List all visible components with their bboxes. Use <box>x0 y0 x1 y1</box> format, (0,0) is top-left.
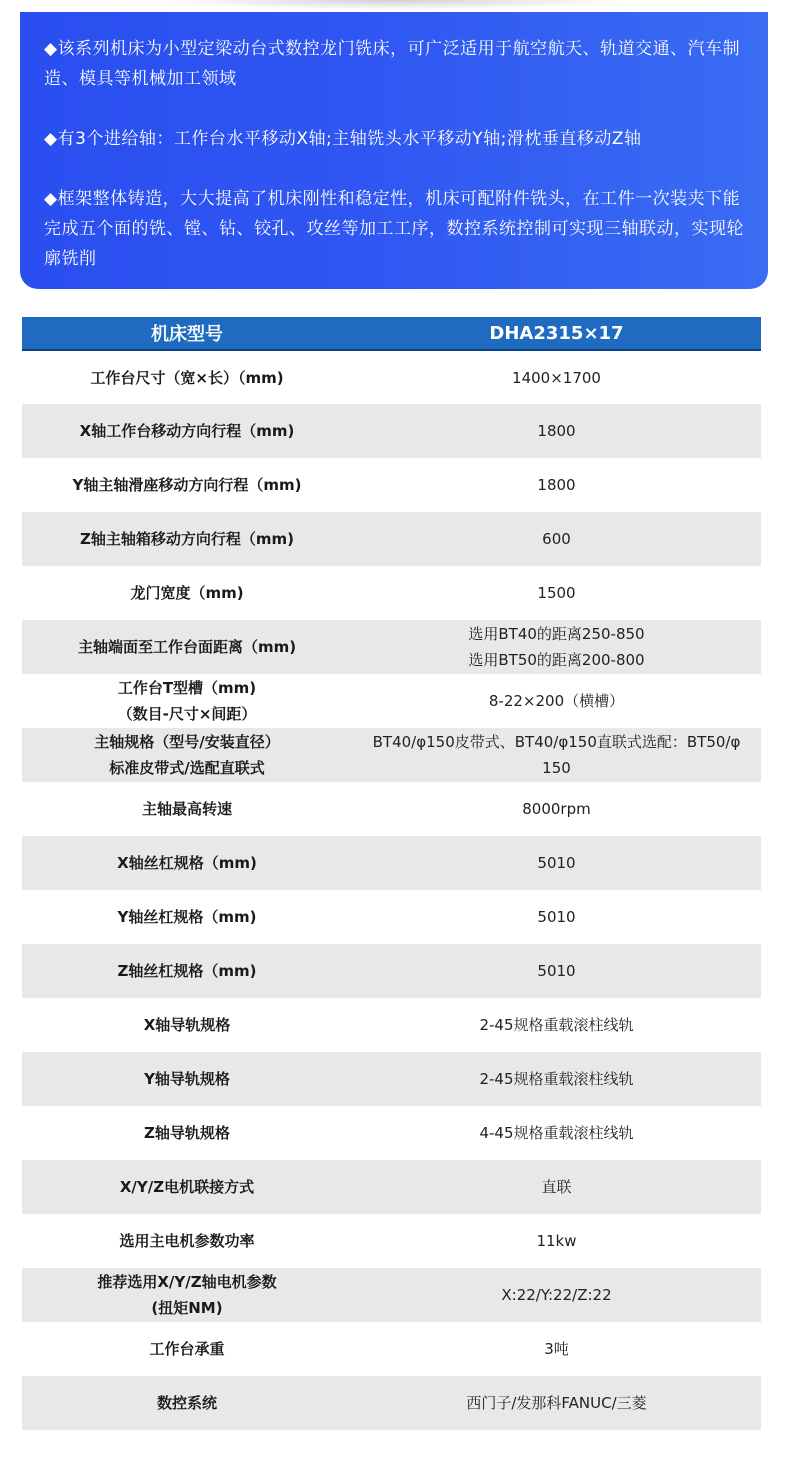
spec-value: 11kw <box>536 1232 577 1250</box>
spec-value-cell <box>352 1376 761 1430</box>
spec-value: X:22/Y:22/Z:22 <box>501 1286 612 1304</box>
table-row <box>22 1106 761 1160</box>
spec-value-cell <box>352 512 761 566</box>
table-row <box>22 1160 761 1214</box>
spec-label-cell <box>22 728 352 782</box>
spec-label: 工作台T型槽（mm) <box>117 679 257 697</box>
spec-label-cell <box>22 620 352 674</box>
spec-label-cell <box>22 1376 352 1430</box>
table-row <box>22 944 761 998</box>
spec-value: 西门子/发那科FANUC/三菱 <box>466 1394 647 1412</box>
table-row <box>22 998 761 1052</box>
spec-value-cell <box>352 566 761 620</box>
spec-value-cell <box>352 1106 761 1160</box>
spec-value: 直联 <box>541 1178 572 1196</box>
table-row <box>22 566 761 620</box>
spec-label: 选用主电机参数功率 <box>119 1232 255 1250</box>
spec-value: 600 <box>542 530 571 548</box>
table-row <box>22 1052 761 1106</box>
spec-label: X/Y/Z电机联接方式 <box>119 1178 255 1196</box>
spec-label: 主轴端面至工作台面距离（mm) <box>77 638 297 656</box>
spec-value: 1500 <box>537 584 576 602</box>
spec-label: 主轴最高转速 <box>141 800 232 818</box>
spec-label-cell <box>22 458 352 512</box>
table-row <box>22 836 761 890</box>
table-row <box>22 458 761 512</box>
spec-value: 2-45规格重载滚柱线轨 <box>479 1016 634 1034</box>
table-row <box>22 1214 761 1268</box>
spec-label-cell <box>22 350 352 404</box>
spec-value: 1800 <box>537 422 576 440</box>
spec-label: X轴导轨规格 <box>143 1016 231 1034</box>
top-shadow <box>160 0 630 10</box>
table-row <box>22 728 761 782</box>
spec-value: BT40/φ150皮带式、BT40/φ150直联式选配：BT50/φ <box>372 733 741 751</box>
spec-table-header-row <box>22 317 761 350</box>
spec-label: 数控系统 <box>156 1394 217 1412</box>
spec-value-cell <box>352 1052 761 1106</box>
spec-value: 1800 <box>537 476 576 494</box>
spec-table-body <box>22 350 761 1430</box>
spec-label-cell <box>22 1214 352 1268</box>
spec-value-cell <box>352 404 761 458</box>
spec-label: (扭矩NM) <box>151 1299 223 1317</box>
spec-value: 1400×1700 <box>512 368 601 387</box>
spec-value-cell <box>352 458 761 512</box>
spec-label-cell <box>22 404 352 458</box>
spec-label-cell <box>22 836 352 890</box>
spec-value-cell <box>352 1322 761 1376</box>
spec-label-cell <box>22 1268 352 1322</box>
spec-value-cell <box>352 836 761 890</box>
spec-value: 选用BT50的距离200-800 <box>468 651 645 669</box>
spec-value-cell <box>352 944 761 998</box>
table-row <box>22 350 761 404</box>
spec-label-cell <box>22 1322 352 1376</box>
spec-label: Y轴导轨规格 <box>144 1070 230 1088</box>
spec-value-cell <box>352 1214 761 1268</box>
header-model-value: DHA2315×17 <box>352 317 761 350</box>
spec-label-cell <box>22 674 352 728</box>
table-row <box>22 404 761 458</box>
table-row <box>22 1376 761 1430</box>
spec-label: 龙门宽度（mm) <box>130 584 244 602</box>
spec-value-cell <box>352 782 761 836</box>
intro-paragraph-1: ◆该系列机床为小型定梁动台式数控龙门铣床，可广泛适用于航空航天、轨道交通、汽车制造、模具等机械加工领域 <box>44 39 741 89</box>
table-row <box>22 782 761 836</box>
table-row <box>22 620 761 674</box>
spec-value: 5010 <box>537 908 576 926</box>
spec-value-cell <box>352 1160 761 1214</box>
spec-label: Z轴导轨规格 <box>144 1124 230 1142</box>
spec-label-cell <box>22 782 352 836</box>
spec-value: 3吨 <box>544 1340 569 1358</box>
spec-table <box>22 317 761 1430</box>
spec-value: 8000rpm <box>522 800 591 818</box>
spec-value-cell <box>352 620 761 674</box>
spec-value: 8-22×200（横槽） <box>488 692 625 710</box>
spec-label: 工作台承重 <box>149 1340 225 1358</box>
spec-label: 工作台尺寸（宽×长）（mm) <box>90 368 284 387</box>
spec-label: X轴工作台移动方向行程（mm) <box>79 422 295 440</box>
spec-label: Y轴丝杠规格（mm) <box>117 908 257 926</box>
spec-label: 主轴规格（型号/安装直径） <box>94 733 280 751</box>
spec-label-cell <box>22 566 352 620</box>
spec-value-cell <box>352 728 761 782</box>
intro-paragraph-3: ◆框架整体铸造，大大提高了机床刚性和稳定性，机床可配附件铣头，在工件一次装夹下能完成五个面的铣、镗、钻、铰孔、攻丝等加工工序，数控系统控制可实现三轴联动，实现轮廓铣削 <box>44 189 744 269</box>
spec-value: 2-45规格重载滚柱线轨 <box>479 1070 634 1088</box>
table-row <box>22 890 761 944</box>
spec-label-cell <box>22 890 352 944</box>
intro-paragraph-2: ◆有3个进给轴：工作台水平移动X轴;主轴铣头水平移动Y轴;滑枕垂直移动Z轴 <box>44 129 642 149</box>
spec-value-cell <box>352 890 761 944</box>
spec-value: 选用BT40的距离250-850 <box>468 625 645 643</box>
spec-label-cell <box>22 998 352 1052</box>
spec-label: Z轴丝杠规格（mm) <box>117 962 257 980</box>
table-row <box>22 1322 761 1376</box>
header-label: 机床型号 <box>22 317 352 350</box>
spec-value-cell <box>352 998 761 1052</box>
spec-label-cell <box>22 1052 352 1106</box>
table-row <box>22 1268 761 1322</box>
spec-label: Z轴主轴箱移动方向行程（mm) <box>80 530 294 548</box>
table-row <box>22 512 761 566</box>
spec-value-cell <box>352 1268 761 1322</box>
spec-value: 150 <box>542 759 571 777</box>
spec-label-cell <box>22 1160 352 1214</box>
spec-label-cell <box>22 512 352 566</box>
intro-panel <box>20 12 768 289</box>
spec-label-cell <box>22 1106 352 1160</box>
spec-value-cell <box>352 674 761 728</box>
spec-value: 5010 <box>537 854 576 872</box>
spec-label: Y轴主轴滑座移动方向行程（mm) <box>72 476 302 494</box>
spec-label: （数目-尺寸×间距） <box>117 705 257 723</box>
spec-value: 5010 <box>537 962 576 980</box>
spec-label: 推荐选用X/Y/Z轴电机参数 <box>97 1273 277 1291</box>
spec-label: 标准皮带式/选配直联式 <box>109 759 265 777</box>
spec-label-cell <box>22 944 352 998</box>
spec-value-cell <box>352 350 761 404</box>
spec-value: 4-45规格重载滚柱线轨 <box>479 1124 634 1142</box>
spec-label: X轴丝杠规格（mm) <box>117 854 257 872</box>
table-row <box>22 674 761 728</box>
